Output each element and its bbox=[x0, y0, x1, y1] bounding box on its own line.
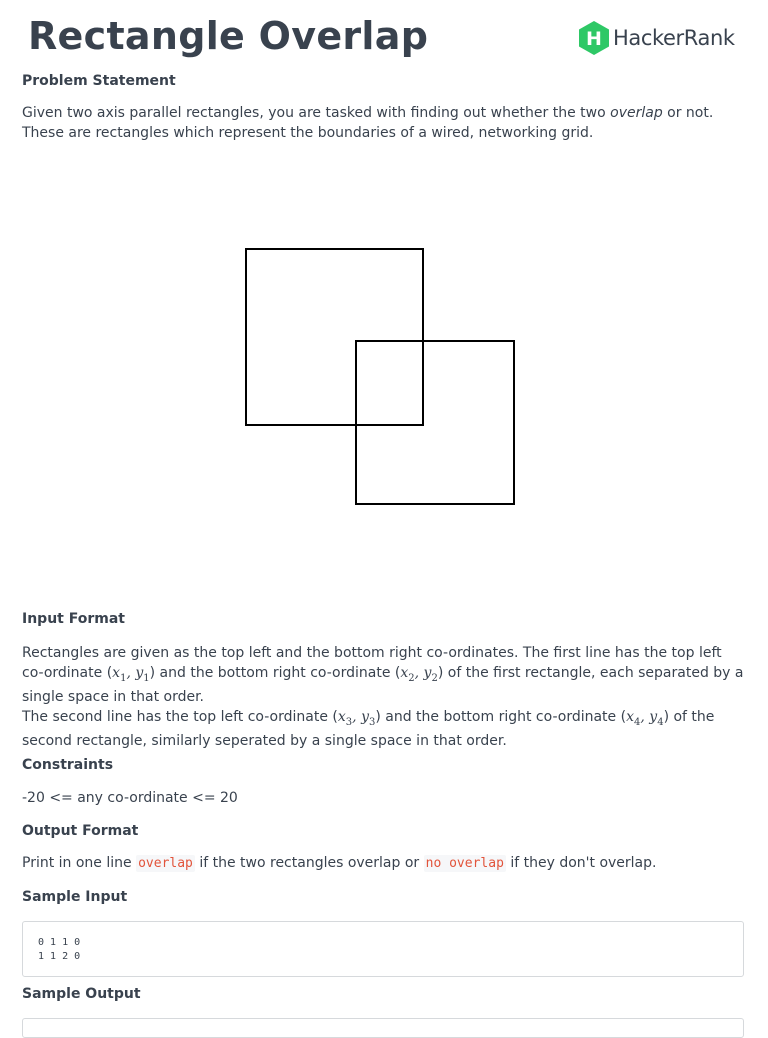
input-format-heading: Input Format bbox=[22, 611, 125, 627]
overlap-emphasis: overlap bbox=[610, 105, 663, 121]
logo-mark-letter: H bbox=[586, 28, 602, 50]
hackerrank-logo[interactable] bbox=[577, 20, 735, 56]
page-title: Rectangle Overlap bbox=[28, 14, 429, 58]
constraints-heading: Constraints bbox=[22, 757, 114, 773]
coord-x3-y3: $x_3$, $y_3$ bbox=[337, 708, 376, 728]
sample-input-box[interactable] bbox=[22, 921, 744, 977]
overlap-code: overlap bbox=[138, 856, 193, 871]
rectangles-figure bbox=[0, 160, 768, 600]
output-format-heading: Output Format bbox=[22, 823, 139, 839]
output-format-text: Print in one line overlap if the two rectangles overlap or no overlap if they don't overlap. bbox=[22, 855, 657, 871]
rectangle-two bbox=[356, 341, 514, 504]
coord-x4-y4: $x_4$, $y_4$ bbox=[626, 708, 664, 728]
coord-x1-y1: $x_1$, $y_1$ bbox=[112, 664, 150, 684]
problem-statement-heading: Problem Statement bbox=[22, 73, 176, 89]
hackerrank-logo-icon bbox=[577, 20, 611, 56]
sample-input-line: 1 1 2 0 bbox=[38, 951, 81, 962]
sample-input-line: 0 1 1 0 bbox=[38, 937, 81, 948]
sample-input-heading: Sample Input bbox=[22, 889, 128, 905]
problem-statement-text: Given two axis parallel rectangles, you are tasked with finding out whether the two overlap or not. These are rectangles which represent the boundaries of a wired, networking grid. bbox=[22, 105, 714, 141]
input-format-text: Rectangles are given as the top left and the bottom right co-ordinates. The first line has the top left co-ordinate ($x_1$, $y_1$) and the bottom right co-ordinate ($x_2$, $y_2$) of the first rectangle, each separated by a single space in that order. The second line has the top left co-ordinate ($x_3$, $y_3$) and the bottom right co-ordinate ($x_4$, $y_4$) of the second rectangle, similarly seperated by a single space in that order. bbox=[22, 645, 744, 749]
logo-text: HackerRank bbox=[613, 26, 735, 50]
no-overlap-code: no overlap bbox=[425, 856, 504, 871]
constraints-text: -20 <= any co-ordinate <= 20 bbox=[22, 790, 238, 806]
sample-output-heading: Sample Output bbox=[22, 986, 141, 1002]
rectangle-one bbox=[246, 249, 423, 425]
sample-output-box[interactable] bbox=[22, 1018, 744, 1038]
coord-x2-y2: $x_2$, $y_2$ bbox=[400, 664, 438, 684]
